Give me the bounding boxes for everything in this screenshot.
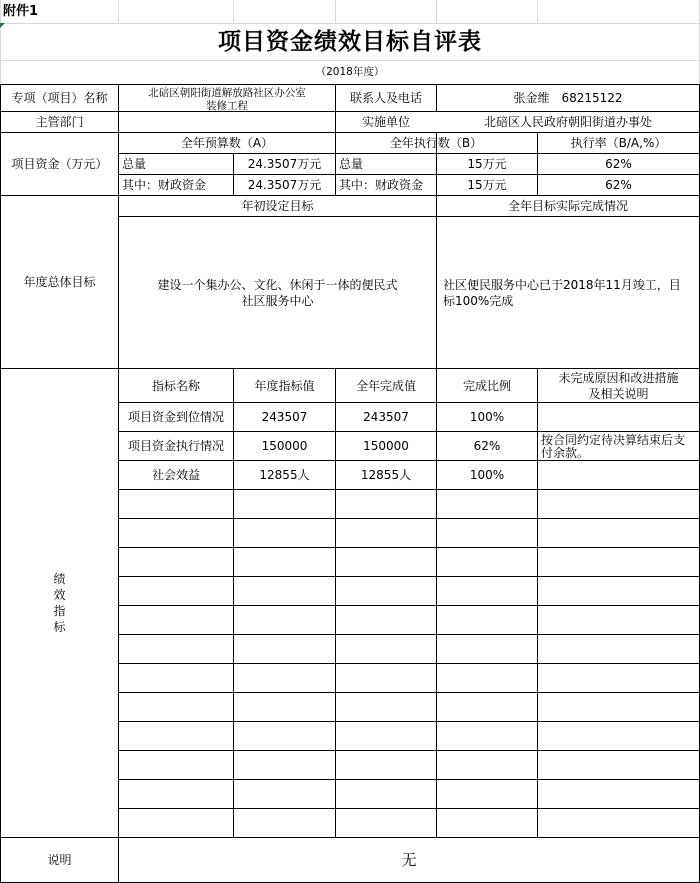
reason-line1: 按合同约定待决算结束后支 [541,433,686,447]
budget-header: 全年预算数（A） [180,136,274,150]
indicator-completed-header: 全年完成值 [355,378,416,393]
funds-row-fiscal-exec-label: 其中：财政资金 [339,178,424,192]
funds-row-fiscal-rate: 62% [605,178,632,192]
table-border [118,634,700,635]
indicator-ratio-header: 完成比例 [462,378,511,393]
contact-value: 张金维 68215122 [513,91,623,105]
performance-label-char: 指 [53,604,66,618]
funds-row-total-budget-label: 总量 [122,157,147,171]
planned-goal-header: 年初设定目标 [241,199,314,213]
indicator-reason-header [538,369,699,402]
funds-label: 项目资金（万元） [11,157,108,171]
attachment-label: 附件1 [3,4,39,19]
indicator-row-target: 12855人 [259,468,310,482]
reason-line2: 付余款。 [541,446,590,460]
indicator-name-header: 指标名称 [151,378,200,393]
indicator-row-ratio: 62% [473,439,501,453]
indicator-target-header: 年度指标值 [254,378,315,393]
performance-label [1,369,118,837]
indicator-row-reason [538,432,699,460]
year-label: （2018年度） [315,66,385,78]
table-border [118,808,700,809]
table-border [118,576,700,577]
table-border [118,750,700,751]
exec-header: 全年执行数（B） [389,136,483,150]
table-border [118,547,700,548]
performance-label-char: 效 [53,588,66,602]
contact-label: 联系人及电话 [349,91,422,105]
performance-label-char: 绩 [53,572,66,586]
actual-goal-line2: 标100%完成 [443,293,514,308]
indicator-row-completed: 150000 [363,439,409,453]
reason-header-line1: 未完成原因和改进措施 [558,370,679,385]
planned-goal-text [119,217,436,368]
sheet-gridline [335,0,336,23]
funds-row-fiscal-budget-value: 24.3507万元 [247,178,322,192]
indicator-row-completed: 12855人 [360,468,412,482]
funds-row-total-budget-value: 24.3507万元 [247,157,322,171]
page-title: 项目资金绩效目标自评表 [218,29,482,55]
funds-row-fiscal-exec-value: 15万元 [467,178,507,192]
planned-goal-line1: 建设一个集办公、文化、休闲于一体的便民式 [157,277,398,292]
table-border [118,663,700,664]
project-name-line2: 装修工程 [206,99,248,112]
indicator-row-name: 社会效益 [151,468,200,482]
table-border [118,605,700,606]
sheet-gridline [537,0,538,23]
performance-label-char: 标 [53,620,66,634]
indicator-row-target: 243507 [261,410,308,424]
table-border [118,518,700,519]
table-border [118,489,700,490]
project-name-label: 专项（项目）名称 [11,91,108,105]
sheet-gridline [118,0,119,23]
funds-row-total-exec-value: 15万元 [467,157,507,171]
indicator-row-name: 项目资金到位情况 [127,410,224,424]
impl-label: 实施单位 [361,115,410,129]
actual-goal-text [437,217,699,368]
table-border [118,721,700,722]
funds-row-fiscal-budget-label: 其中：财政资金 [122,178,207,192]
remarks-label: 说明 [47,853,72,867]
sheet-gridline [436,0,437,23]
annual-goal-label: 年度总体目标 [23,275,96,289]
indicator-row-ratio: 100% [469,468,505,482]
reason-header-line2: 及相关说明 [588,386,649,401]
funds-row-total-rate: 62% [605,157,632,171]
dept-label: 主管部门 [35,115,84,129]
rate-header: 执行率（B/A,%） [570,136,667,150]
indicator-row-target: 150000 [261,439,308,453]
remarks-value: 无 [401,851,417,869]
project-name-line1: 北碚区朝阳街道解放路社区办公室 [148,86,306,99]
indicator-row-reason [538,461,699,489]
project-name-value [119,85,335,111]
indicator-row-ratio: 100% [469,410,505,424]
table-border [118,692,700,693]
impl-value: 北碚区人民政府朝阳街道办事处 [483,115,652,129]
table-border [118,779,700,780]
sheet-gridline [233,0,234,23]
funds-row-total-exec-label: 总量 [339,157,364,171]
indicator-row-name: 项目资金执行情况 [127,439,224,453]
actual-goal-line1: 社区便民服务中心已于2018年11月竣工，目 [443,277,681,292]
dept-value [119,112,335,132]
actual-goal-header: 全年目标实际完成情况 [507,199,628,213]
indicator-row-reason [538,403,699,431]
planned-goal-line2: 社区服务中心 [241,293,314,308]
indicator-row-completed: 243507 [363,410,409,424]
